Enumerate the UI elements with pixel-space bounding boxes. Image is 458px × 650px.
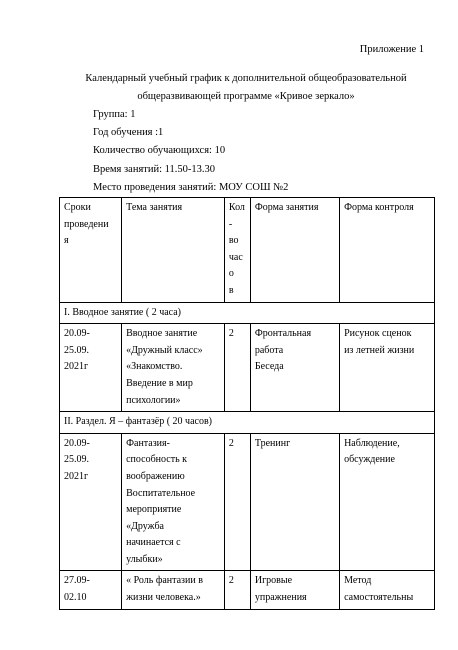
cell-line: «Дружба xyxy=(126,520,164,532)
cell-line: жизни человека.» xyxy=(126,592,201,604)
cell-line: Кол- xyxy=(228,202,245,230)
meta-group: Группа: 1 xyxy=(93,109,136,120)
cell-line: мероприятие xyxy=(126,504,182,516)
cell-line: Введение в мир xyxy=(126,377,193,389)
header-dates xyxy=(60,198,122,303)
cell-line: в xyxy=(228,284,234,296)
cell-line: начинается с xyxy=(126,537,181,549)
cell-line: способность к xyxy=(126,454,188,466)
row1-topic xyxy=(122,324,225,412)
table-row xyxy=(60,571,435,609)
row1-form xyxy=(250,324,339,412)
header-form xyxy=(250,198,339,303)
cell-line: 25.09. xyxy=(64,454,89,466)
cell-line: Фронтальная xyxy=(254,328,312,340)
appendix-label: Приложение 1 xyxy=(359,44,424,55)
row3-hours: 2 xyxy=(224,571,250,609)
cell-line: 25.09. xyxy=(64,344,89,356)
cell-line: « Роль фантазии в xyxy=(126,575,203,587)
header-topic xyxy=(122,198,225,303)
cell-line: Форма занятия xyxy=(254,202,319,213)
table-header-row xyxy=(60,198,435,303)
cell-line: Сроки xyxy=(64,202,91,213)
title-line-1: Календарный учебный график к дополнительной общеобразовательной xyxy=(85,73,407,84)
cell-line: самостоятельны xyxy=(344,592,414,604)
header-control xyxy=(340,198,435,303)
row2-form xyxy=(250,433,339,571)
cell-line: Игровые xyxy=(254,575,293,587)
cell-line: во xyxy=(228,235,239,247)
meta-place: Место проведения занятий: МОУ СОШ №2 xyxy=(93,181,289,193)
cell-line: «Знакомство. xyxy=(126,361,183,373)
row1-control xyxy=(340,324,435,412)
cell-line: Воспитательное xyxy=(126,487,196,499)
meta-block xyxy=(93,106,288,197)
row1-dates xyxy=(60,324,122,412)
cell-line: Тема занятия xyxy=(126,202,183,213)
cell-line: Рисунок сценок xyxy=(344,328,412,340)
cell-line: Беседа xyxy=(254,361,284,373)
cell-line: 27.09- xyxy=(64,575,90,587)
row2-dates xyxy=(60,433,122,571)
cell-line: Фантазия- xyxy=(126,437,170,449)
cell-line: Вводное занятие xyxy=(126,328,198,340)
cell-line: Тренинг xyxy=(254,437,291,449)
table-row xyxy=(60,324,435,412)
cell-line: 20.09- xyxy=(64,437,90,449)
cell-line: Наблюдение, xyxy=(344,437,400,449)
cell-line: 2021г xyxy=(64,361,89,373)
row2-control xyxy=(340,433,435,571)
row2-topic xyxy=(122,433,225,571)
cell-line: воображению xyxy=(126,470,185,482)
document-title xyxy=(60,70,432,106)
cell-line: работа xyxy=(254,344,284,356)
cell-line: я xyxy=(64,235,69,247)
cell-line: обсуждение xyxy=(344,454,395,466)
title-line-2: общеразвивающей программе «Кривое зеркало» xyxy=(137,91,355,102)
section-title-2: II. Раздел. Я – фантазёр ( 20 часов) xyxy=(60,412,435,434)
section-title-1: I. Вводное занятие ( 2 часа) xyxy=(60,302,435,324)
row3-control xyxy=(340,571,435,609)
section-row-2 xyxy=(60,412,435,434)
row3-topic xyxy=(122,571,225,609)
meta-year: Год обучения :1 xyxy=(93,127,164,139)
cell-line: психологии» xyxy=(126,394,181,406)
cell-line: 02.10 xyxy=(64,592,87,604)
cell-line: «Дружный класс» xyxy=(126,344,203,356)
row2-hours: 2 xyxy=(224,433,250,571)
cell-line: Метод xyxy=(344,575,372,587)
cell-line: Форма контроля xyxy=(344,202,414,213)
table-row xyxy=(60,433,435,571)
row3-dates xyxy=(60,571,122,609)
cell-line: 2021г xyxy=(64,470,89,482)
cell-line: упражнения xyxy=(254,592,307,604)
cell-line: проведени xyxy=(64,218,109,230)
row1-hours: 2 xyxy=(224,324,250,412)
cell-line: улыбки» xyxy=(126,553,163,565)
section-row-1 xyxy=(60,302,435,324)
row3-form xyxy=(250,571,339,609)
header-hours xyxy=(224,198,250,303)
cell-line: часо xyxy=(228,251,243,280)
meta-time: Время занятий: 11.50-13.30 xyxy=(93,163,215,175)
cell-line: из летней жизни xyxy=(344,344,415,356)
meta-students: Количество обучающихся: 10 xyxy=(93,145,226,157)
schedule-table xyxy=(59,197,435,610)
cell-line: 20.09- xyxy=(64,328,90,340)
